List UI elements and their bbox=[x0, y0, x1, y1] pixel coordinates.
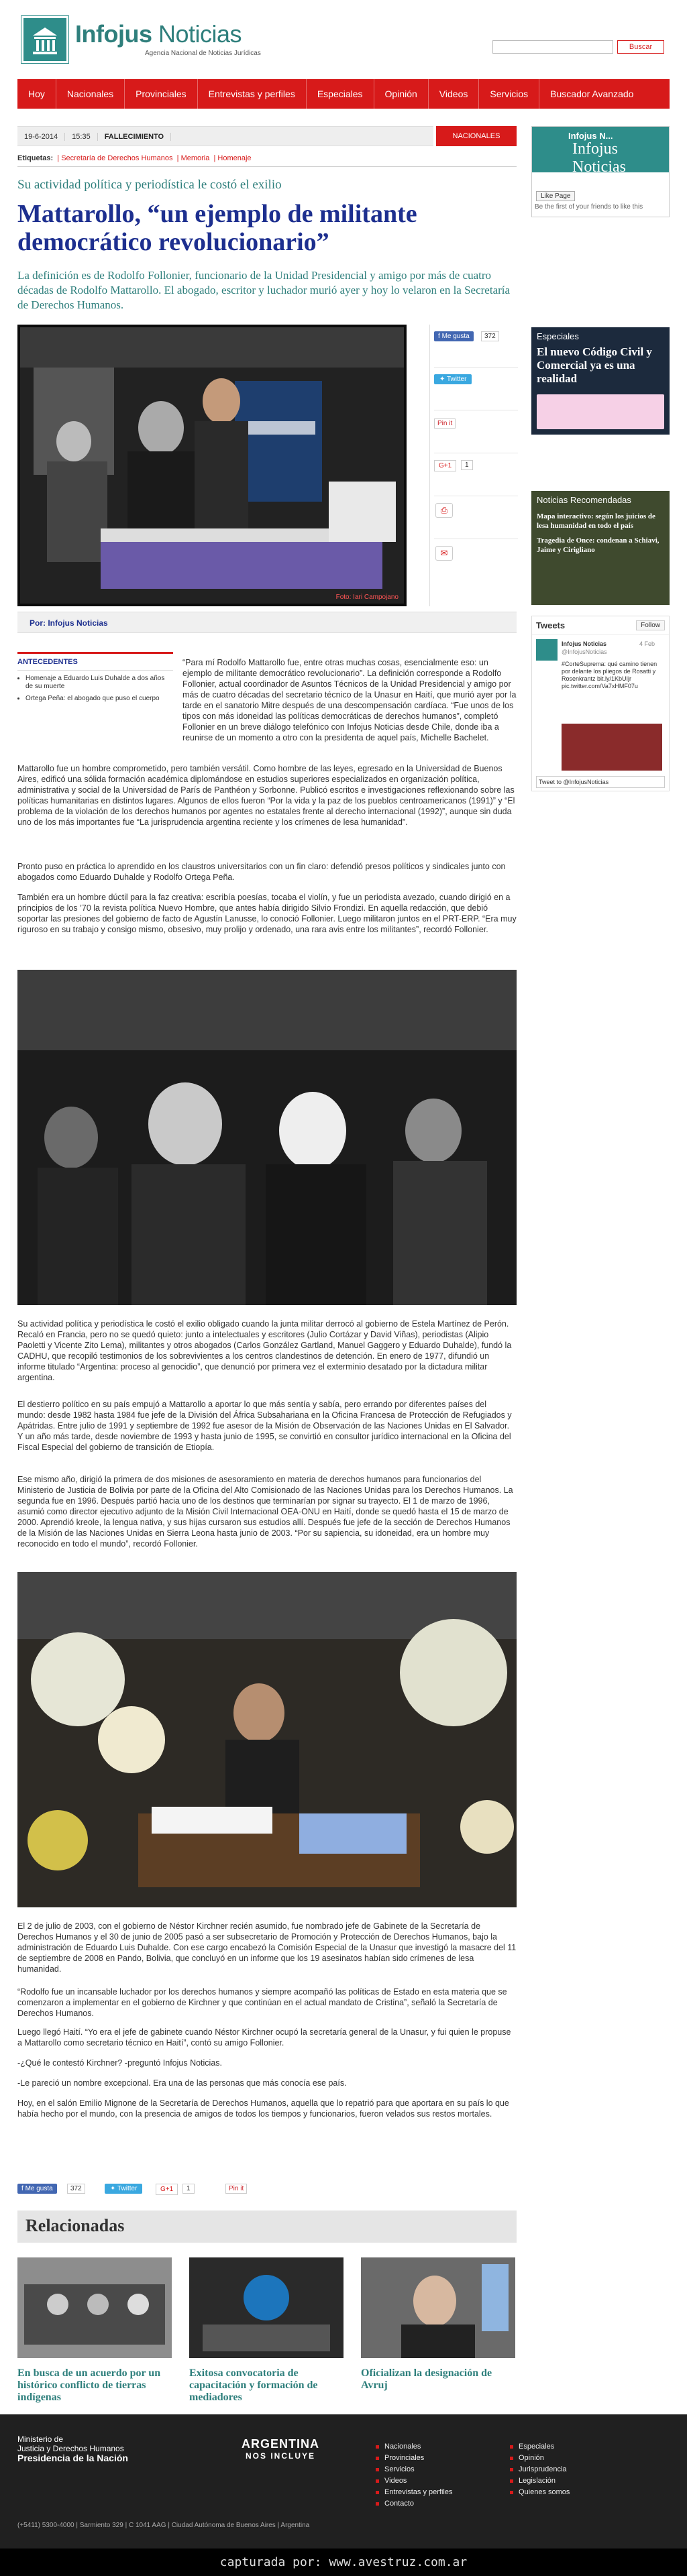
related-item[interactable] bbox=[17, 2257, 172, 2404]
tweet-account[interactable]: Infojus Noticias bbox=[562, 640, 607, 647]
facebook-count: 372 bbox=[67, 2184, 85, 2194]
footer-link[interactable]: Contacto bbox=[376, 2498, 452, 2510]
ministry-logo[interactable]: Ministerio de Justicia y Derechos Humanos Presidencia de la Nación bbox=[17, 2434, 128, 2463]
google-plus-button[interactable]: G+1 bbox=[434, 460, 456, 471]
paragraph: Pronto puso en práctica lo aprendido en los claustros universitarios con un fin claro: defendió presos políticos y sindicales junto con abogados como Eduardo Duhalde y Rodolfo Ortega Peña. bbox=[17, 862, 506, 882]
pinterest-button[interactable]: Pin it bbox=[225, 2184, 247, 2194]
tweet-text: #CorteSuprema: qué camino tienen por delante los pliegos de Rosatti y Rosenkrantz bit.ly/1KbUIjr pic.twitter.com/Va7xHMF07u bbox=[562, 661, 657, 689]
logo-subtitle: Agencia Nacional de Noticias Jurídicas bbox=[145, 50, 261, 57]
tweet-handle: @InfojusNoticias bbox=[562, 649, 607, 655]
article-section: FALLECIMIENTO bbox=[98, 133, 171, 141]
nav-item-videos[interactable]: Videos bbox=[429, 79, 480, 109]
paragraph: Luego llegó Haití. “Yo era el jefe de gabinete cuando Néstor Kirchner ocupó la secretaría general de la Unasur, y fui quien le propuse a Mattarollo como secretario técnico en Haití”, contó su amigo Follonier. bbox=[17, 2027, 511, 2048]
print-icon[interactable]: ⎙ bbox=[435, 503, 453, 518]
article-photo[interactable] bbox=[17, 970, 517, 1305]
share-bar-bottom bbox=[17, 2177, 517, 2196]
paragraph: Mattarollo fue un hombre comprometido, pero también versátil. Como hombre de las leyes, egresado en la Universidad de Buenos Aires, edificó una sólida formación académica diplomándose en estudios superiores especializados en organización política, administrativa y social de la Universidad de París de Panthéon y Sorbonne. Publicó escritos e investigaciones reflexionando sobre las políticas humanitarias en distintos lugares. Algunos de ellos fueron “Por la vida y la paz de los pueblos centroamericanos (1991)” y “El problema de la violación de los derechos humanos por agentes no estatales frente al derecho internacional (1992)”, aunque sin duda uno de los más importantes fue “La jurisprudencia argentina reciente y los crímenes de lesa humanidad”. bbox=[17, 764, 515, 827]
photo-credit: Foto: Iari Campojano bbox=[335, 594, 399, 601]
article-lead: La definición es de Rodolfo Follonier, funcionario de la Unidad Presidencial y amigo por más de cuatro décadas de Rodolfo Mattarollo. El abogado, escritor y luchador murió ayer y hoy lo velaron en la Secretaría de Derechos Humanos. bbox=[17, 269, 511, 311]
nav-item-opinion[interactable]: Opinión bbox=[374, 79, 429, 109]
facebook-icon: f bbox=[438, 333, 440, 340]
footer-links-a bbox=[376, 2441, 452, 2510]
nav-item-hoy[interactable]: Hoy bbox=[17, 79, 56, 109]
facebook-like-box bbox=[531, 126, 670, 217]
monument-icon bbox=[29, 25, 61, 56]
share-panel bbox=[429, 325, 518, 606]
argentina-logo: ARGENTINA NOS INCLUYE bbox=[242, 2437, 319, 2461]
google-plus-count: 1 bbox=[461, 460, 473, 470]
footer-link[interactable]: Servicios bbox=[376, 2464, 452, 2475]
search-button[interactable]: Buscar bbox=[617, 40, 664, 54]
nav-item-nacionales[interactable]: Nacionales bbox=[56, 79, 125, 109]
article-photo[interactable] bbox=[17, 1572, 517, 1907]
article-headline: Mattarollo, “un ejemplo de militante democrático revolucionario” bbox=[17, 200, 417, 256]
tweet-image bbox=[562, 724, 662, 771]
twitter-button[interactable]: ✦ Twitter bbox=[434, 374, 472, 384]
article-date: 19-6-2014 bbox=[17, 133, 65, 141]
article-photo-image bbox=[17, 970, 517, 1305]
footer-link[interactable]: Jurisprudencia bbox=[510, 2464, 570, 2475]
recomendadas-box bbox=[531, 491, 670, 605]
like-box-friends: Be the first of your friends to like this bbox=[535, 203, 643, 211]
facebook-icon: f bbox=[21, 2185, 23, 2192]
google-plus-count: 1 bbox=[182, 2184, 195, 2194]
like-page-button[interactable]: Like Page bbox=[536, 191, 575, 201]
footer-address: (+5411) 5300-4000 | Sarmiento 329 | C 1041 AAG | Ciudad Autónoma de Buenos Aires | Argentina bbox=[17, 2522, 310, 2529]
paragraph: También era un hombre dúctil para la faz creativa: escribía poesías, tocaba el violín, y fue un periodista avezado, cuando dirigió en a principios de los ’70 la revista política Nuevo Hombre, que antes había dirigido Silvio Frondizi. En aquella redacción, que debió soportar las presiones del gobierno de facto de Agustín Lanusse, lo conoció Follonier. Luego militaron juntos en el PRT-ERP. “Era muy riguroso en su trabajo y consigo mismo, obsesivo, muy prolijo y ordenado, una rara avis entre los militantes”, recordó Follonier. bbox=[17, 893, 517, 934]
nav-item-entrevistas[interactable]: Entrevistas y perfiles bbox=[198, 79, 307, 109]
like-box-big: Infojus Noticias bbox=[572, 140, 626, 176]
paragraph: “Rodolfo fue un incansable luchador por los derechos humanos y siempre acompañó las políticas de Estado en esta materia que se comenzaron a implementar en el gobierno de Kirchner y que continúan en el actual mandato de Cristina”, señaló la Secretaría de Derechos Humanos. bbox=[17, 1987, 507, 2018]
main-nav bbox=[17, 79, 670, 109]
tweet-date: 4 Feb bbox=[639, 640, 655, 647]
logo-title[interactable]: Infojus Noticias bbox=[75, 20, 242, 48]
twitter-icon: ✦ bbox=[110, 2185, 116, 2192]
related-title[interactable]: En busca de un acuerdo por un histórico conflicto de tierras indígenas bbox=[17, 2367, 161, 2403]
nav-item-especiales[interactable]: Especiales bbox=[307, 79, 374, 109]
article-author: Por: Infojus Noticias bbox=[17, 612, 517, 633]
hero-photo-image bbox=[20, 327, 404, 604]
footer-link[interactable]: Nacionales bbox=[376, 2441, 452, 2453]
related-title[interactable]: Oficializan la designación de Avruj bbox=[361, 2367, 492, 2391]
twitter-icon: ✦ bbox=[439, 376, 445, 383]
twitter-widget bbox=[531, 616, 670, 791]
site-footer bbox=[0, 2414, 687, 2549]
recomendada-link[interactable]: Tragedia de Once: condenan a Schiavi, Jaime y Cirigliano bbox=[537, 537, 659, 554]
related-item[interactable] bbox=[189, 2257, 344, 2404]
related-title[interactable]: Exitosa convocatoria de capacitación y formación de mediadores bbox=[189, 2367, 318, 2403]
paragraph: “Para mí Rodolfo Mattarollo fue, entre otras muchas cosas, esencialmente eso: un ejemplo de militante democrático revolucionario”. La definición corresponde a Rodolfo Follonier, actual coordinador de Asuntos Técnicos de la Unidad Presidencial y amigo por más de cuatro décadas del secretario técnico de la Unasur en Haití, que murió ayer por la tarde en el sanatorio Mitre después de una descompensación cardíaca. “Fue unos de los tipos con más idoneidad las políticas democráticas de derechos humanos”, completó Follonier en un breve diálogo telefónico con Infojus Noticias desde Chile, donde iba a reunirse de un momento a otro con la presidenta de aquel país, Michelle Bachelet. bbox=[182, 658, 517, 742]
like-box-title[interactable]: Infojus N... bbox=[568, 131, 613, 141]
antecedentes-box bbox=[17, 652, 173, 703]
paragraph: -¿Qué le contestó Kirchner? -preguntó Infojus Noticias. bbox=[17, 2058, 223, 2068]
antecedentes-link[interactable]: • Ortega Peña: el abogado que puso el cuerpo bbox=[25, 695, 173, 703]
category-button[interactable]: NACIONALES bbox=[436, 126, 517, 146]
nav-item-buscador[interactable]: Buscador Avanzado bbox=[550, 89, 634, 99]
especiales-image bbox=[537, 394, 664, 429]
nav-item-servicios[interactable]: Servicios bbox=[479, 79, 539, 109]
facebook-like-button[interactable]: f Me gusta bbox=[434, 331, 474, 341]
footer-link[interactable]: Opinión bbox=[510, 2453, 570, 2464]
paragraph: El destierro político en su país empujó a Mattarollo a aportar lo que más sentía y sabía, pero errando por diferentes países del mundo: desde 1982 hasta 1984 fue jefe de la División del África Subsahariana en la Oficina Francesa de Protección de Refugiados y Apátridas. Entre julio de 1991 y septiembre de 1992 fue asesor de la Misión de Observación de las Naciones Unidas en El Salvador. Y un año más tarde, desde noviembre de 1993 y hasta junio de 1995, se convirtió en consultor jurídico internacional en la Oficina del Fiscal Especial del gobierno de transición de Etiopía. bbox=[17, 1400, 512, 1452]
recomendada-link[interactable]: Mapa interactivo: según los juicios de lesa humanidad en todo el país bbox=[537, 512, 655, 530]
facebook-like-button[interactable]: f Me gusta bbox=[17, 2184, 57, 2194]
facebook-count: 372 bbox=[481, 331, 499, 341]
tweets-title: Tweets bbox=[532, 616, 669, 635]
paragraph: Su actividad política y periodística le costó el exilio obligado cuando la junta militar derrocó al gobierno de Estela Martínez de Perón. Recaló en Francia, pero no se quedó quieto: junto a intelectuales y escritores (Julio Cortázar y David Viñas), periodistas (Alipio Paoletti y Vicente Zito Lema), militantes y otros abogados (Carlos González Gartland, Manuel Gaggero y Eduardo Duhalde), fundó la CADHU, que recopiló testimonios de los sobrevivientes a los centros clandestinos de detención. En enero de 1977, difundió un informe titulado “Argentina: proceso al genocidio”, que denunció por primera vez el exterminio desatado por la dictadura militar argentina. bbox=[17, 1319, 512, 1382]
related-thumbnail bbox=[189, 2257, 344, 2358]
footer-link[interactable]: Entrevistas y perfiles bbox=[376, 2487, 452, 2498]
article-meta bbox=[17, 126, 433, 146]
search-input[interactable] bbox=[492, 40, 613, 54]
tag-link[interactable]: Secretaría de Derechos Humanos bbox=[61, 154, 173, 162]
related-item[interactable] bbox=[361, 2257, 515, 2392]
tweet-input[interactable]: Tweet to @InfojusNoticias bbox=[536, 776, 665, 788]
tag-link[interactable]: Memoria bbox=[180, 154, 210, 162]
footer-link[interactable]: Legislación bbox=[510, 2475, 570, 2487]
especiales-box[interactable] bbox=[531, 327, 670, 435]
tags-label: Etiquetas: bbox=[17, 154, 54, 162]
footer-link[interactable]: Videos bbox=[376, 2475, 452, 2487]
antecedentes-title: ANTECEDENTES bbox=[17, 654, 173, 671]
paragraph: Hoy, en el salón Emilio Mignone de la Secretaría de Derechos Humanos, aquella que lo repatrió para que aportara en su país lo que había hecho por el mundo, con la presencia de amigos de todos los tiempos y funcionarios, fueron velados sus restos mortales. bbox=[17, 2098, 509, 2119]
site-header bbox=[17, 0, 670, 74]
footer-links-b bbox=[510, 2441, 570, 2498]
twitter-button[interactable]: ✦ Twitter bbox=[105, 2184, 142, 2194]
related-thumbnail bbox=[361, 2257, 515, 2358]
paragraph: El 2 de julio de 2003, con el gobierno de Néstor Kirchner recién asumido, fue nombrado jefe de Gabinete de la Secretaría de Derechos Humanos y el 30 de junio de 2005 pasó a ser subsecretario de Promoción y Protección de Derechos Humanos, bajo la administración de Eduardo Luis Duhalde. Con ese cargo encabezó la Comisión Especial de la Unasur que investigó la masacre del 11 de septiembre de 2008 en Pando, Bolivia, que concluyó en un informe que los 19 asesinatos habían sido crímenes de lesa humanidad. bbox=[17, 1921, 517, 1974]
article-photo-image bbox=[17, 1572, 517, 1907]
footer-link[interactable]: Quienes somos bbox=[510, 2487, 570, 2498]
pinterest-button[interactable]: Pin it bbox=[434, 418, 456, 429]
related-thumbnail bbox=[17, 2257, 172, 2358]
recomendadas-title: Noticias Recomendadas bbox=[537, 495, 631, 505]
paragraph: Ese mismo año, dirigió la primera de dos misiones de asesoramiento en materia de derechos humanos para funcionarios del Ministerio de Justicia de Bolivia por parte de la Oficina del Alto Comisionado de las Naciones Unidas para los Derechos Humanos. La segunda fue en 1996. Después partió hacia uno de los destinos que terminarían por signar su trayecto. El 1 de marzo de 1996, asumió como director ejecutivo adjunto de la Misión Civil Internacional OEA-ONU en Haití, donde se quedó hasta el 15 de marzo de 2000. Aprendió kreole, la lengua nativa, y sus hijas cursaron sus estudios allí. Después fue jefe de la sección de Derechos Humanos de la Misión de las Naciones Unidas en Sierra Leona hasta junio de 2003. “Por su sapiencia, su idoneidad, era un hombre muy reconocido en todo el mundo”, recordó Follonier. bbox=[17, 1475, 513, 1549]
tags-bar: Etiquetas: | Secretaría de Derechos Humanos | Memoria | Homenaje bbox=[17, 154, 517, 167]
related-header: Relacionadas bbox=[17, 2210, 517, 2243]
tweet-avatar bbox=[536, 639, 558, 661]
tag-link[interactable]: Homenaje bbox=[217, 154, 252, 162]
capture-credit: capturada por: www.avestruz.com.ar bbox=[0, 2549, 687, 2576]
especiales-headline[interactable]: El nuevo Código Civil y Comercial ya es una realidad bbox=[537, 345, 652, 385]
especiales-title: Especiales bbox=[537, 331, 579, 341]
antecedentes-link[interactable]: • Homenaje a Eduardo Luis Duhalde a dos años de su muerte bbox=[25, 675, 173, 691]
like-box-banner bbox=[532, 127, 669, 176]
article-time: 15:35 bbox=[65, 133, 98, 141]
twitter-follow-button[interactable]: Follow bbox=[636, 620, 665, 630]
paragraph: -Le pareció un nombre excepcional. Era una de las personas que más conocía ese país. bbox=[17, 2078, 347, 2088]
site-logo[interactable] bbox=[21, 16, 68, 63]
footer-link[interactable]: Especiales bbox=[510, 2441, 570, 2453]
nav-item-provinciales[interactable]: Provinciales bbox=[125, 79, 197, 109]
footer-link[interactable]: Provinciales bbox=[376, 2453, 452, 2464]
google-plus-button[interactable]: G+1 bbox=[156, 2184, 178, 2195]
hero-photo[interactable] bbox=[17, 325, 407, 606]
email-icon[interactable]: ✉ bbox=[435, 546, 453, 561]
article-kicker: Su actividad política y periodística le costó el exilio bbox=[17, 178, 282, 192]
